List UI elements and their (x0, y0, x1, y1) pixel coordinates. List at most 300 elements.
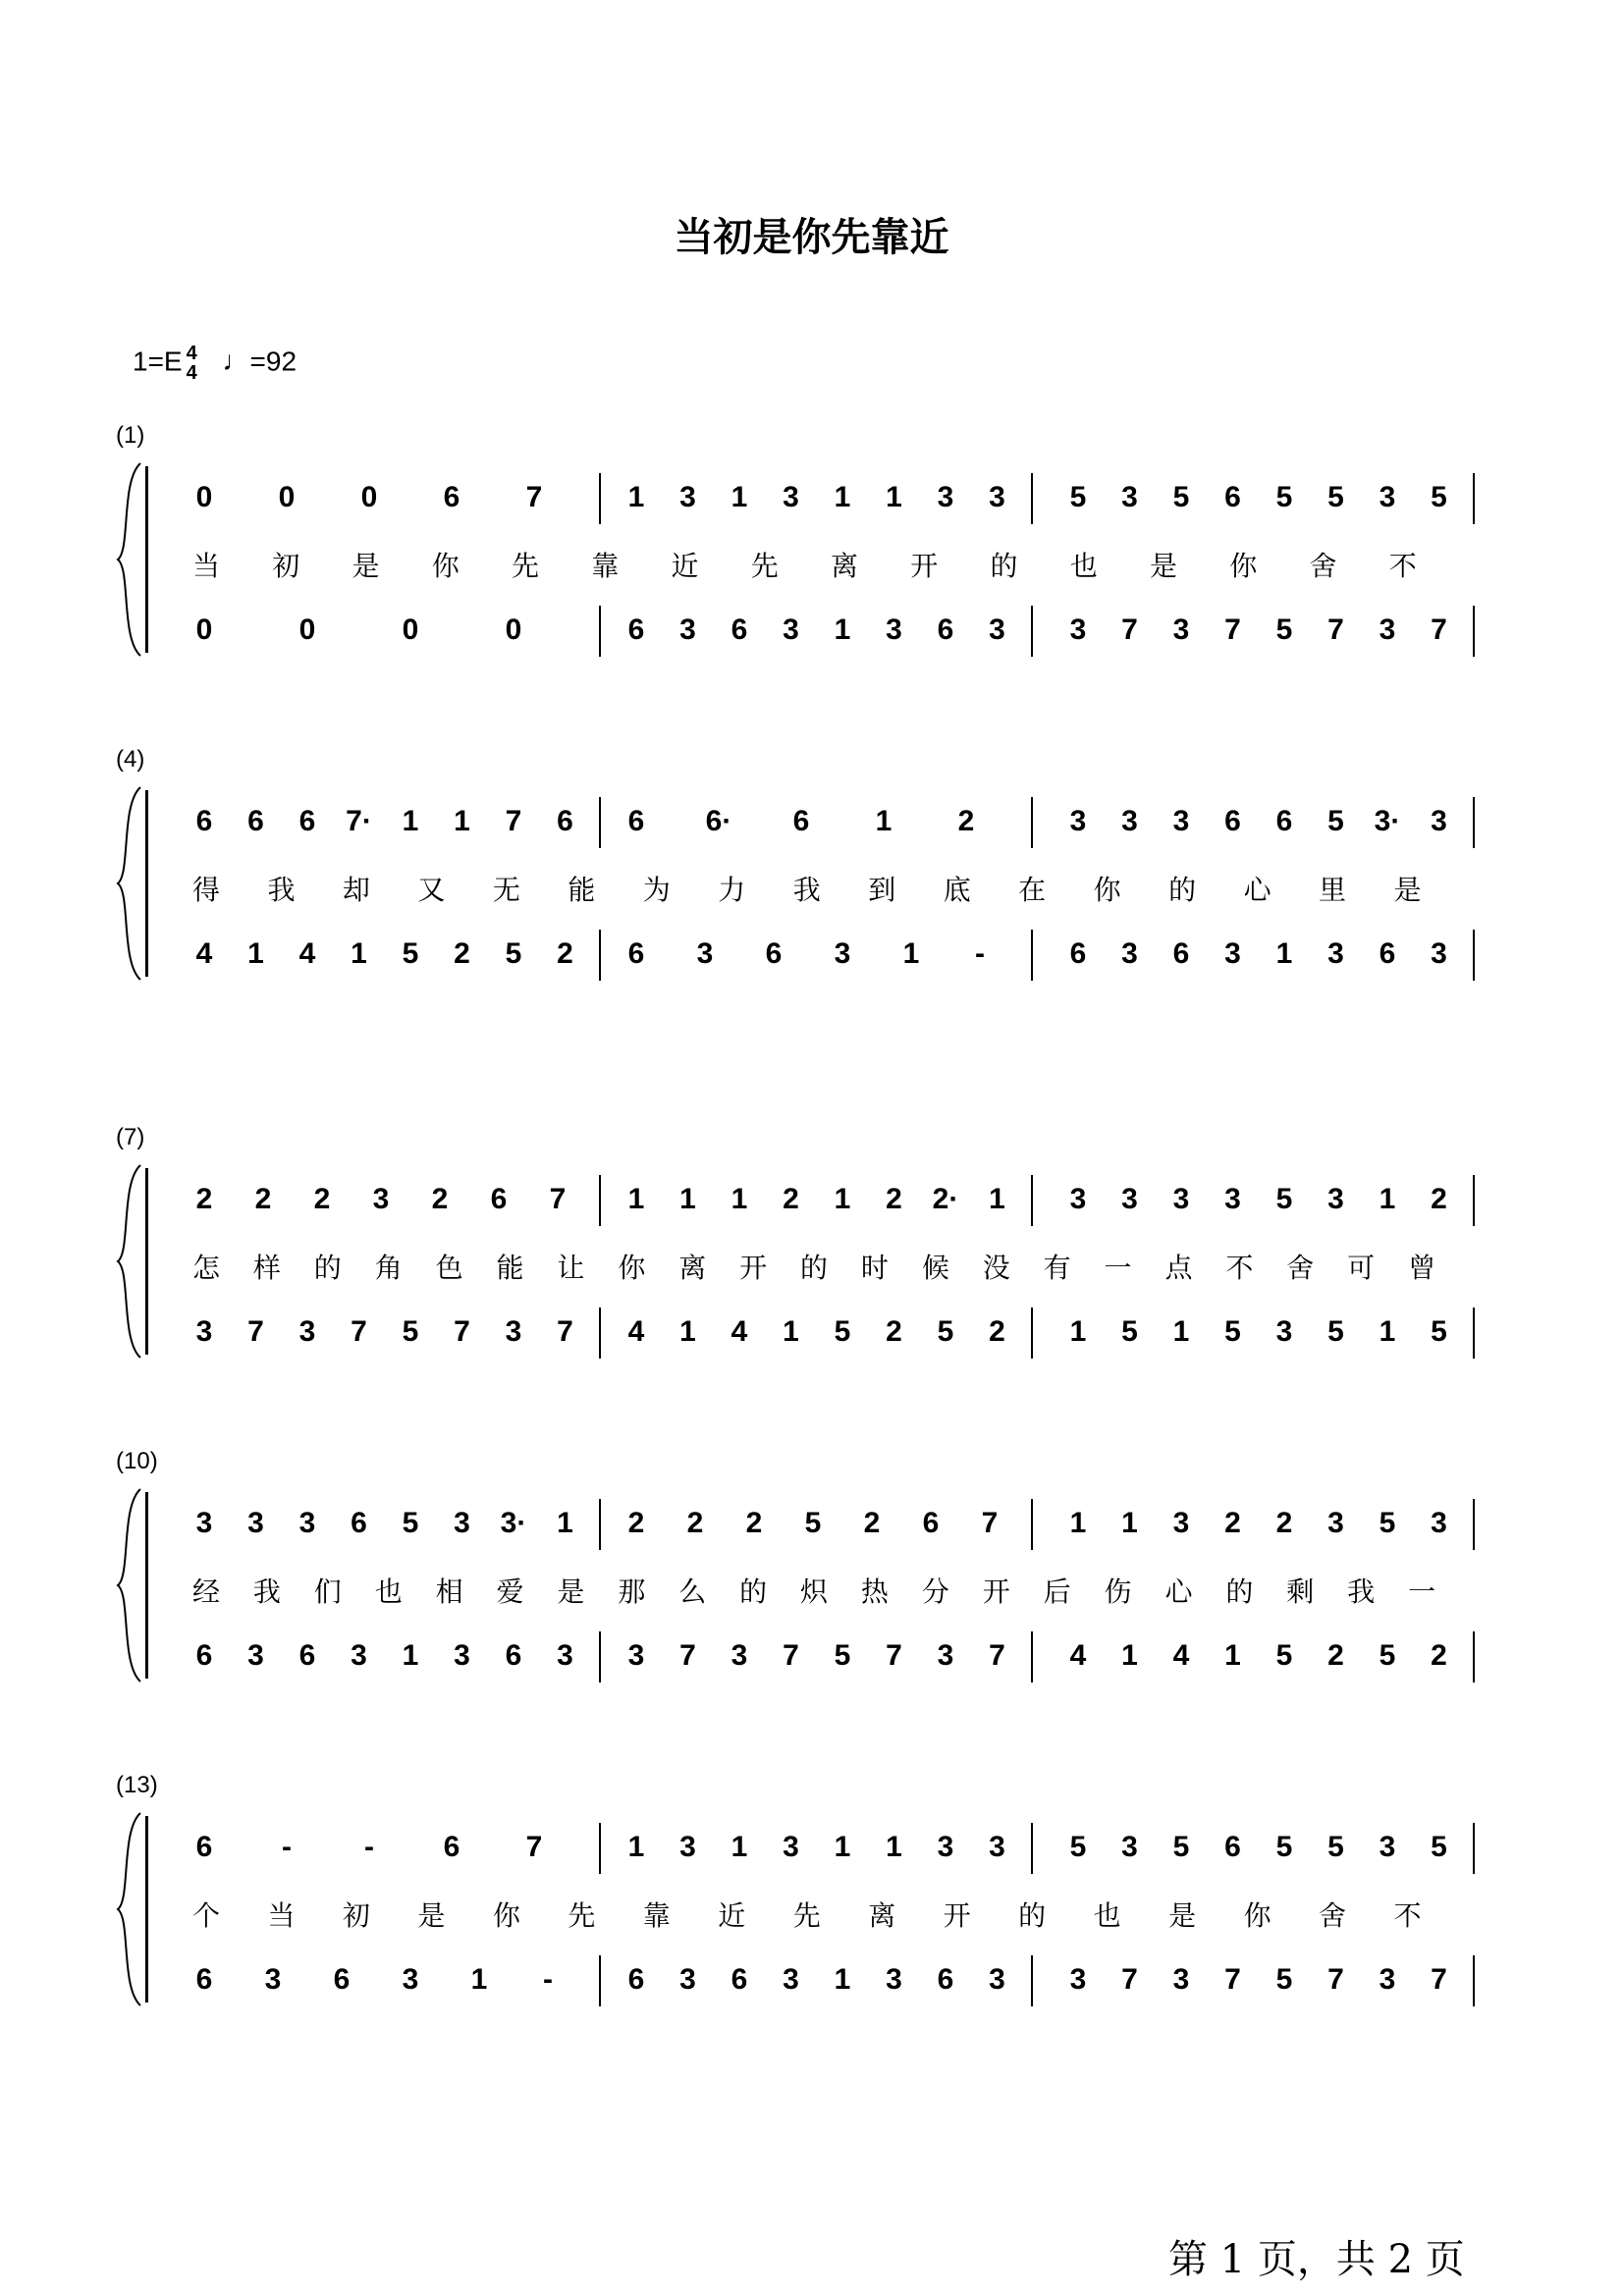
melody-note: 1 (627, 1831, 645, 1863)
melody-note: 2 (863, 1507, 881, 1539)
melody-note: 2 (1224, 1507, 1241, 1539)
measure-barline (1031, 1308, 1033, 1359)
accompaniment-note: 3 (351, 1639, 367, 1672)
accompaniment-note: 1 (1172, 1315, 1190, 1348)
melody-note: 2 (686, 1507, 704, 1539)
melody-note: 3 (679, 481, 696, 513)
accompaniment-note: 1 (834, 614, 851, 646)
score-title: 当初是你先靠近 (674, 214, 949, 260)
accompaniment-note: 1 (1069, 1315, 1087, 1348)
accompaniment-note: 7 (557, 1315, 573, 1348)
melody-note: 1 (834, 481, 851, 513)
key-signature: 1=E (133, 346, 183, 377)
accompaniment-note: - (975, 937, 985, 970)
measure-barline (599, 1308, 601, 1359)
accompaniment-note: 7 (783, 1639, 799, 1672)
accompaniment-note: 5 (402, 937, 419, 970)
lyric-syllable: 你 (618, 1253, 646, 1283)
accompaniment-note: 3 (1121, 937, 1138, 970)
melody-note: 6 (247, 805, 264, 837)
measure-number-label: (7) (116, 1124, 145, 1150)
melody-note: 3 (372, 1183, 390, 1215)
melody-note: 1 (730, 1831, 748, 1863)
lyric-syllable: 开 (910, 551, 939, 581)
measure-barline (1031, 797, 1033, 848)
lyric-syllable: 炽 (800, 1576, 829, 1607)
score-system (108, 422, 1522, 677)
lyric-syllable: 舍 (1319, 1900, 1347, 1931)
melody-note: 6 (443, 1831, 460, 1863)
lyric-syllable: 样 (252, 1253, 281, 1283)
accompaniment-note: 6 (195, 1639, 213, 1672)
melody-note: 6 (490, 1183, 508, 1215)
melody-note: 1 (679, 1183, 696, 1215)
measure-barline (1473, 1175, 1475, 1226)
melody-note: 3 (1172, 805, 1190, 837)
lyric-syllable: 一 (1104, 1253, 1132, 1283)
melody-note: 1 (730, 481, 748, 513)
accompaniment-note: 7 (1121, 614, 1138, 646)
accompaniment-note: 5 (402, 1315, 419, 1348)
melody-note: 5 (1327, 481, 1344, 513)
lyric-syllable: 分 (921, 1576, 949, 1607)
melody-note: 1 (402, 805, 419, 837)
measure-barline (1031, 1631, 1033, 1682)
accompaniment-note: 5 (1121, 1315, 1138, 1348)
measure-barline (1473, 473, 1475, 524)
score-system (108, 1772, 1522, 2027)
lyric-syllable: 近 (718, 1900, 746, 1931)
accompaniment-note: 3 (1069, 1963, 1087, 1996)
accompaniment-note: 6 (1172, 937, 1190, 970)
lyric-syllable: 里 (1319, 875, 1347, 905)
lyric-syllable: 为 (642, 875, 671, 905)
accompaniment-note: 1 (1224, 1639, 1241, 1672)
accompaniment-note: 7 (1431, 1963, 1447, 1996)
time-signature (187, 344, 197, 383)
lyric-syllable: 个 (191, 1900, 220, 1931)
accompaniment-note: 6 (195, 1963, 213, 1996)
accompaniment-note: 1 (1121, 1639, 1138, 1672)
accompaniment-note: 1 (351, 937, 367, 970)
measure-number-label: (10) (116, 1448, 158, 1474)
lyric-syllable: 先 (568, 1900, 596, 1931)
lyric-syllable: 能 (496, 1253, 524, 1283)
melody-note: 0 (278, 481, 296, 513)
lyric-syllable: 却 (342, 875, 370, 905)
melody-note: 5 (1172, 1831, 1190, 1863)
lyric-syllable: 舍 (1286, 1253, 1315, 1283)
system-brace-icon (116, 1487, 145, 1688)
accompaniment-note: 7 (1224, 614, 1241, 646)
lyric-syllable: 点 (1164, 1253, 1193, 1283)
lyric-syllable: 剩 (1286, 1576, 1315, 1607)
accompaniment-note: 4 (195, 937, 213, 970)
accompaniment-note: 3 (1069, 614, 1087, 646)
accompaniment-note: 6 (333, 1963, 351, 1996)
accompaniment-note: 1 (247, 937, 264, 970)
accompaniment-note: 1 (1275, 937, 1293, 970)
melody-note: 0 (195, 481, 213, 513)
lyric-syllable: 没 (982, 1253, 1010, 1283)
melody-note: 6 (195, 805, 213, 837)
lyric-syllable: 伤 (1104, 1576, 1132, 1607)
accompaniment-note: 7 (989, 1639, 1005, 1672)
measure-barline (1031, 930, 1033, 981)
accompaniment-note: 3 (886, 1963, 902, 1996)
melody-note: 1 (886, 1831, 902, 1863)
accompaniment-note: 3 (989, 614, 1005, 646)
melody-note: 3 (989, 1831, 1005, 1863)
measure-barline (1031, 1823, 1033, 1874)
accompaniment-note: 2 (1431, 1639, 1447, 1672)
lyric-syllable: 靠 (642, 1900, 671, 1931)
melody-note: 3 (1121, 481, 1138, 513)
melody-note: 3 (1121, 805, 1138, 837)
melody-note: 2 (957, 805, 975, 837)
lyric-syllable: 先 (511, 551, 539, 581)
melody-note: 3 (1121, 1831, 1138, 1863)
measure-barline (599, 797, 601, 848)
system-brace-icon (116, 1811, 145, 2012)
lyric-syllable: 能 (568, 875, 596, 905)
accompaniment-note: 3 (402, 1963, 419, 1996)
melody-note: 5 (1069, 481, 1087, 513)
accompaniment-note: 2 (557, 937, 573, 970)
system-brace-icon (116, 461, 145, 663)
accompaniment-note: 3 (783, 1963, 799, 1996)
lyric-syllable: 也 (1093, 1900, 1121, 1931)
melody-note: 3 (1224, 1183, 1241, 1215)
accompaniment-note: 3 (783, 614, 799, 646)
accompaniment-note: 1 (783, 1315, 799, 1348)
lyric-syllable: 你 (1229, 551, 1258, 581)
accompaniment-note: 3 (627, 1639, 645, 1672)
lyric-syllable: 离 (678, 1253, 707, 1283)
melody-note: 1 (989, 1183, 1005, 1215)
melody-note: 5 (804, 1507, 822, 1539)
lyric-syllable: 你 (1093, 875, 1121, 905)
accompaniment-note: 7 (1327, 1963, 1344, 1996)
accompaniment-note: 7 (454, 1315, 470, 1348)
accompaniment-note: 0 (402, 614, 419, 646)
melody-note: 1 (627, 1183, 645, 1215)
system-bracket (145, 1816, 148, 2002)
accompaniment-note: 3 (264, 1963, 282, 1996)
melody-note: 7 (549, 1183, 567, 1215)
melody-note: 2 (254, 1183, 272, 1215)
lyric-syllable: 是 (417, 1900, 446, 1931)
measure-number-label: (1) (116, 422, 145, 449)
melody-note: 3 (679, 1831, 696, 1863)
accompaniment-note: 6 (1379, 937, 1396, 970)
accompaniment-note: 7 (247, 1315, 264, 1348)
lyric-syllable: 你 (431, 551, 460, 581)
melody-note: 1 (834, 1831, 851, 1863)
accompaniment-note: 2 (989, 1315, 1005, 1348)
melody-note: 1 (454, 805, 470, 837)
lyric-syllable: 让 (557, 1253, 585, 1283)
accompaniment-note: - (543, 1963, 553, 1996)
lyric-syllable: 么 (678, 1576, 707, 1607)
lyric-syllable: 到 (868, 875, 896, 905)
lyric-syllable: 们 (313, 1576, 342, 1607)
lyric-syllable: 是 (1393, 875, 1422, 905)
melody-note: 3· (500, 1507, 527, 1539)
lyric-syllable: 初 (272, 551, 300, 581)
page-footer: 第 1 页，共 2 页 (1168, 2237, 1465, 2282)
melody-note: 6 (792, 805, 810, 837)
lyric-syllable: 开 (943, 1900, 971, 1931)
melody-note: 3 (989, 481, 1005, 513)
accompaniment-note: 4 (1172, 1639, 1190, 1672)
melody-note: 1 (730, 1183, 748, 1215)
accompaniment-note: 3 (505, 1315, 522, 1348)
lyric-syllable: 底 (943, 875, 971, 905)
lyric-syllable: 先 (792, 1900, 821, 1931)
lyric-syllable: 一 (1408, 1576, 1436, 1607)
tempo: =92 (249, 346, 298, 377)
melody-note: 2 (1275, 1507, 1293, 1539)
melody-note: 3 (1172, 1183, 1190, 1215)
score-system (108, 1124, 1522, 1379)
lyric-syllable: 是 (352, 551, 380, 581)
system-bracket (145, 466, 148, 653)
melody-note: 6 (1224, 1831, 1241, 1863)
melody-note: 5 (1327, 805, 1344, 837)
melody-note: 2 (745, 1507, 763, 1539)
lyric-syllable: 的 (1168, 875, 1197, 905)
accompaniment-note: 7 (886, 1639, 902, 1672)
melody-note: 6 (298, 805, 316, 837)
lyric-syllable: 的 (800, 1253, 829, 1283)
accompaniment-note: 5 (834, 1315, 851, 1348)
accompaniment-note: 5 (937, 1315, 954, 1348)
lyric-syllable: 我 (267, 875, 296, 905)
lyric-syllable: 力 (718, 875, 746, 905)
measure-barline (599, 1955, 601, 2006)
system-bracket (145, 1492, 148, 1679)
melody-note: 3 (1069, 1183, 1087, 1215)
accompaniment-note: 7 (679, 1639, 696, 1672)
system-brace-icon (116, 785, 145, 987)
melody-note: 3 (1327, 1183, 1344, 1215)
measure-barline (1473, 797, 1475, 848)
accompaniment-note: 7 (1327, 614, 1344, 646)
melody-note: 2· (932, 1183, 959, 1215)
measure-barline (599, 930, 601, 981)
lyric-syllable: 开 (982, 1576, 1010, 1607)
melody-note: 2 (886, 1183, 902, 1215)
melody-note: 7 (505, 805, 522, 837)
melody-note: - (364, 1831, 374, 1863)
measure-barline (1031, 473, 1033, 524)
melody-note: 3 (1172, 1507, 1190, 1539)
lyric-syllable: 近 (671, 551, 699, 581)
lyric-syllable: 不 (1388, 551, 1417, 581)
score-system (108, 746, 1522, 1001)
accompaniment-note: 6 (765, 937, 783, 970)
melody-note: 2 (627, 1507, 645, 1539)
melody-note: 1 (875, 805, 893, 837)
melody-note: 6 (922, 1507, 940, 1539)
melody-note: 3 (1069, 805, 1087, 837)
lyric-syllable: 初 (342, 1900, 370, 1931)
accompaniment-note: 6 (627, 1963, 645, 1996)
measure-barline (1473, 1499, 1475, 1550)
melody-note: 1 (834, 1183, 851, 1215)
measure-barline (1473, 1955, 1475, 2006)
system-bracket (145, 1168, 148, 1355)
melody-note: 5 (1431, 1831, 1447, 1863)
lyric-syllable: 无 (492, 875, 520, 905)
melody-note: 1 (557, 1507, 573, 1539)
lyric-syllable: 当 (267, 1900, 296, 1931)
accompaniment-note: 3 (1224, 937, 1241, 970)
accompaniment-note: 6 (1069, 937, 1087, 970)
lyric-syllable: 时 (860, 1253, 889, 1283)
lyric-syllable: 相 (435, 1576, 463, 1607)
melody-note: 0 (360, 481, 378, 513)
accompaniment-note: 3 (1327, 937, 1344, 970)
accompaniment-note: 2 (454, 937, 470, 970)
quarter-note-icon: ♩ (222, 346, 250, 377)
accompaniment-note: 6 (298, 1639, 316, 1672)
lyric-syllable: 曾 (1408, 1253, 1436, 1283)
melody-note: 2 (195, 1183, 213, 1215)
system-brace-icon (116, 1163, 145, 1364)
lyric-syllable: 是 (1149, 551, 1177, 581)
melody-note: 3 (195, 1507, 213, 1539)
melody-note: 7 (525, 1831, 543, 1863)
accompaniment-note: 3 (1172, 614, 1190, 646)
key-tempo-line (133, 344, 297, 383)
accompaniment-note: 5 (1275, 1963, 1293, 1996)
lyric-syllable: 舍 (1309, 551, 1337, 581)
measure-barline (1031, 1499, 1033, 1550)
measure-barline (599, 1823, 601, 1874)
melody-note: 5 (1275, 481, 1293, 513)
lyric-syllable: 我 (252, 1576, 281, 1607)
accompaniment-note: 3 (1379, 1963, 1396, 1996)
accompaniment-note: 6 (627, 937, 645, 970)
accompaniment-note: 1 (1379, 1315, 1396, 1348)
lyric-syllable: 在 (1018, 875, 1047, 905)
melody-note: 2 (783, 1183, 799, 1215)
melody-note: 6· (705, 805, 732, 837)
accompaniment-note: 4 (730, 1315, 748, 1348)
lyric-syllable: 开 (739, 1253, 768, 1283)
measure-barline (1473, 1308, 1475, 1359)
lyric-syllable: 热 (860, 1576, 889, 1607)
accompaniment-note: 1 (470, 1963, 488, 1996)
accompaniment-note: 6 (937, 614, 954, 646)
melody-note: 5 (1172, 481, 1190, 513)
lyric-syllable: 你 (1243, 1900, 1271, 1931)
melody-note: 7· (346, 805, 372, 837)
melody-note: 6 (1224, 481, 1241, 513)
accompaniment-note: 7 (351, 1315, 367, 1348)
lyric-syllable: 的 (313, 1253, 342, 1283)
accompaniment-note: 3 (298, 1315, 316, 1348)
melody-note: 3 (783, 481, 799, 513)
melody-note: 1 (1379, 1183, 1396, 1215)
lyric-syllable: 又 (417, 875, 446, 905)
measure-barline (1473, 606, 1475, 657)
melody-note: 1 (627, 481, 645, 513)
accompaniment-note: 3 (886, 614, 902, 646)
lyric-syllable: 有 (1043, 1253, 1071, 1283)
melody-note: 5 (1379, 1507, 1396, 1539)
time-signature-bottom: 4 (186, 362, 197, 384)
accompaniment-note: 3 (247, 1639, 264, 1672)
melody-note: 3 (454, 1507, 470, 1539)
accompaniment-note: 3 (1172, 1963, 1190, 1996)
accompaniment-note: 1 (402, 1639, 419, 1672)
lyric-syllable: 的 (1018, 1900, 1047, 1931)
melody-note: 6 (627, 805, 645, 837)
measure-barline (1031, 606, 1033, 657)
accompaniment-note: 1 (834, 1963, 851, 1996)
melody-note: 6 (443, 481, 460, 513)
measure-barline (599, 473, 601, 524)
accompaniment-note: 3 (679, 1963, 696, 1996)
lyric-syllable: 离 (868, 1900, 896, 1931)
lyric-syllable: 的 (1225, 1576, 1254, 1607)
accompaniment-note: 6 (937, 1963, 954, 1996)
accompaniment-note: 3 (557, 1639, 573, 1672)
score-system (108, 1448, 1522, 1703)
accompaniment-note: 5 (505, 937, 522, 970)
accompaniment-note: 3 (696, 937, 714, 970)
accompaniment-note: 6 (730, 614, 748, 646)
accompaniment-note: 3 (989, 1963, 1005, 1996)
accompaniment-note: 3 (195, 1315, 213, 1348)
accompaniment-note: 6 (505, 1639, 522, 1672)
melody-note: 5 (1069, 1831, 1087, 1863)
lyric-syllable: 角 (374, 1253, 403, 1283)
measure-number-label: (13) (116, 1772, 158, 1798)
accompaniment-note: 7 (1431, 614, 1447, 646)
lyric-syllable: 经 (191, 1576, 220, 1607)
time-signature-top: 4 (186, 343, 197, 364)
melody-note: 5 (1275, 1831, 1293, 1863)
lyric-syllable: 靠 (591, 551, 620, 581)
lyric-syllable: 后 (1043, 1576, 1071, 1607)
melody-note: 3 (937, 481, 954, 513)
accompaniment-note: 3 (1275, 1315, 1293, 1348)
lyric-syllable: 候 (921, 1253, 949, 1283)
lyric-syllable: 你 (492, 1900, 520, 1931)
lyric-syllable: 是 (557, 1576, 585, 1607)
melody-note: 5 (402, 1507, 419, 1539)
measure-barline (1473, 1631, 1475, 1682)
accompaniment-note: 1 (679, 1315, 696, 1348)
melody-note: 5 (1327, 1831, 1344, 1863)
accompaniment-note: 0 (505, 614, 522, 646)
measure-barline (1031, 1955, 1033, 2006)
melody-note: 2 (431, 1183, 449, 1215)
melody-note: 5 (1431, 481, 1447, 513)
measure-barline (1031, 1175, 1033, 1226)
melody-note: 6 (195, 1831, 213, 1863)
melody-note: - (282, 1831, 292, 1863)
lyric-syllable: 不 (1225, 1253, 1254, 1283)
accompaniment-note: 6 (730, 1963, 748, 1996)
measure-barline (1473, 1823, 1475, 1874)
lyric-syllable: 也 (374, 1576, 403, 1607)
melody-note: 3 (1327, 1507, 1344, 1539)
